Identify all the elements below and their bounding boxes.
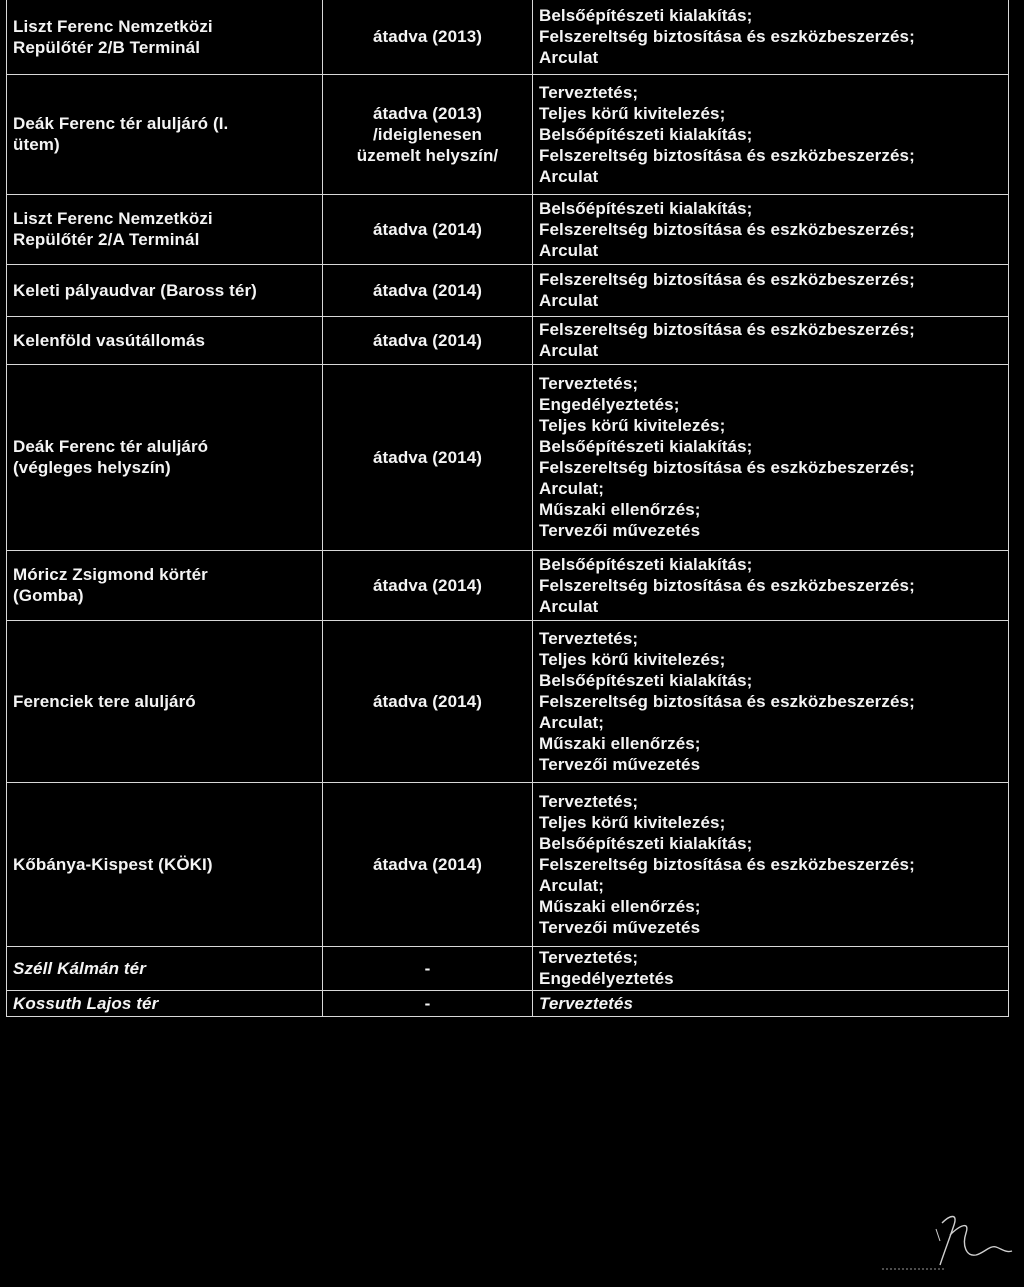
task-item: Felszereltség biztosítása és eszközbeszerzés; (539, 145, 915, 165)
task-item: Felszereltség biztosítása és eszközbeszerzés; (539, 320, 915, 339)
table-row (7, 0, 1009, 74)
task-item: Felszereltség biztosítása és eszközbeszerzés; (539, 458, 915, 477)
task-item: Felszereltség biztosítása és eszközbeszerzés; (539, 575, 915, 595)
task-item: Arculat; (539, 479, 605, 498)
location-text: Kossuth Lajos tér (13, 993, 159, 1013)
location-cell (7, 0, 323, 74)
task-item: Terveztetés; (539, 374, 639, 393)
location-text: Keleti pályaudvar (Baross tér) (13, 280, 257, 300)
status-text: átadva (2014) (372, 330, 483, 350)
table-row (7, 74, 1009, 194)
table-row (7, 782, 1009, 946)
location-text: Deák Ferenc tér aluljáró (I. (13, 114, 229, 133)
status-cell (323, 0, 533, 74)
task-item: Tervezői művezetés (539, 521, 701, 540)
status-text: átadva (2014) (372, 691, 483, 711)
task-item: Belsőépítészeti kialakítás; (539, 437, 753, 456)
tasks-cell (533, 946, 1009, 990)
status-cell (323, 316, 533, 364)
status-text: /ideiglenesen (372, 124, 482, 144)
status-cell (323, 620, 533, 782)
task-item: Teljes körű kivitelezés; (539, 649, 726, 669)
tasks-cell (533, 620, 1009, 782)
task-item: Tervezői művezetés (539, 917, 701, 937)
location-cell (7, 194, 323, 264)
location-text: Kőbánya-Kispest (KÖKI) (13, 854, 213, 874)
status-cell (323, 990, 533, 1016)
status-text: átadva (2013) (372, 27, 483, 47)
location-text: Repülőtér 2/A Terminál (13, 230, 200, 249)
task-item: Arculat; (539, 875, 605, 895)
status-cell (323, 946, 533, 990)
status-text: átadva (2013) (372, 103, 483, 123)
location-text: (Gomba) (13, 586, 84, 605)
task-item: Belsőépítészeti kialakítás; (539, 833, 753, 853)
task-item: Arculat (539, 48, 599, 68)
task-item: Terveztetés; (539, 628, 639, 648)
status-cell (323, 74, 533, 194)
task-item: Belsőépítészeti kialakítás; (539, 6, 753, 26)
task-item: Belsőépítészeti kialakítás; (539, 554, 753, 574)
task-item: Felszereltség biztosítása és eszközbeszerzés; (539, 27, 915, 47)
task-item: Belsőépítészeti kialakítás; (539, 124, 753, 144)
task-item: Terveztetés; (539, 82, 639, 102)
location-text: Ferenciek tere aluljáró (13, 691, 196, 711)
status-text: átadva (2014) (372, 854, 483, 874)
task-item: Műszaki ellenőrzés; (539, 733, 701, 753)
location-text: Móricz Zsigmond körtér (13, 565, 208, 584)
status-text: átadva (2014) (372, 575, 483, 595)
locations-table (6, 0, 1009, 1017)
location-cell (7, 782, 323, 946)
tasks-cell (533, 550, 1009, 620)
table-row (7, 264, 1009, 316)
status-cell (323, 194, 533, 264)
task-item: Arculat (539, 341, 599, 360)
location-text: Liszt Ferenc Nemzetközi (13, 16, 213, 36)
location-cell (7, 264, 323, 316)
task-item: Belsőépítészeti kialakítás; (539, 670, 753, 690)
location-text: Deák Ferenc tér aluljáró (13, 437, 209, 456)
location-cell (7, 990, 323, 1016)
location-text: (végleges helyszín) (13, 458, 171, 477)
task-item: Műszaki ellenőrzés; (539, 500, 701, 519)
table-row (7, 946, 1009, 990)
task-item: Engedélyeztetés (539, 969, 674, 988)
task-item: Belsőépítészeti kialakítás; (539, 198, 753, 218)
status-text: - (424, 958, 431, 978)
handwritten-signature (880, 1195, 1020, 1275)
table-row (7, 550, 1009, 620)
task-item: Arculat (539, 291, 599, 310)
task-item: Arculat; (539, 712, 605, 732)
status-text: átadva (2014) (372, 280, 483, 300)
task-item: Teljes körű kivitelezés; (539, 416, 726, 435)
status-cell (323, 782, 533, 946)
tasks-cell (533, 74, 1009, 194)
task-item: Tervezői művezetés (539, 754, 701, 774)
task-item: Arculat (539, 240, 599, 260)
task-item: Terveztetés; (539, 791, 639, 811)
location-cell (7, 946, 323, 990)
tasks-cell (533, 782, 1009, 946)
table-body (7, 0, 1009, 1016)
status-text: üzemelt helyszín/ (356, 145, 499, 165)
status-cell (323, 364, 533, 550)
task-item: Felszereltség biztosítása és eszközbeszerzés; (539, 854, 915, 874)
task-item: Arculat (539, 596, 599, 616)
tasks-cell (533, 364, 1009, 550)
task-item: Terveztetés (539, 993, 634, 1013)
task-item: Felszereltség biztosítása és eszközbeszerzés; (539, 219, 915, 239)
location-cell (7, 74, 323, 194)
table-row (7, 620, 1009, 782)
status-text: átadva (2014) (372, 219, 483, 239)
location-text: Széll Kálmán tér (13, 958, 146, 978)
location-text: Repülőtér 2/B Terminál (13, 37, 201, 57)
tasks-cell (533, 316, 1009, 364)
status-text: átadva (2014) (372, 447, 483, 467)
task-item: Teljes körű kivitelezés; (539, 103, 726, 123)
table-row (7, 316, 1009, 364)
task-item: Felszereltség biztosítása és eszközbeszerzés; (539, 270, 915, 289)
location-text: Liszt Ferenc Nemzetközi (13, 209, 213, 228)
table-row (7, 364, 1009, 550)
tasks-cell (533, 194, 1009, 264)
location-cell (7, 364, 323, 550)
location-text: Kelenföld vasútállomás (13, 330, 206, 350)
location-cell (7, 550, 323, 620)
table-row (7, 194, 1009, 264)
tasks-cell (533, 0, 1009, 74)
task-item: Teljes körű kivitelezés; (539, 812, 726, 832)
location-cell (7, 620, 323, 782)
tasks-cell (533, 264, 1009, 316)
task-item: Felszereltség biztosítása és eszközbeszerzés; (539, 691, 915, 711)
status-cell (323, 264, 533, 316)
status-cell (323, 550, 533, 620)
table-row (7, 990, 1009, 1016)
location-text: ütem) (13, 135, 60, 154)
task-item: Engedélyeztetés; (539, 395, 680, 414)
status-text: - (424, 993, 431, 1013)
task-item: Műszaki ellenőrzés; (539, 896, 701, 916)
task-item: Arculat (539, 166, 599, 186)
task-item: Terveztetés; (539, 948, 639, 967)
tasks-cell (533, 990, 1009, 1016)
location-cell (7, 316, 323, 364)
